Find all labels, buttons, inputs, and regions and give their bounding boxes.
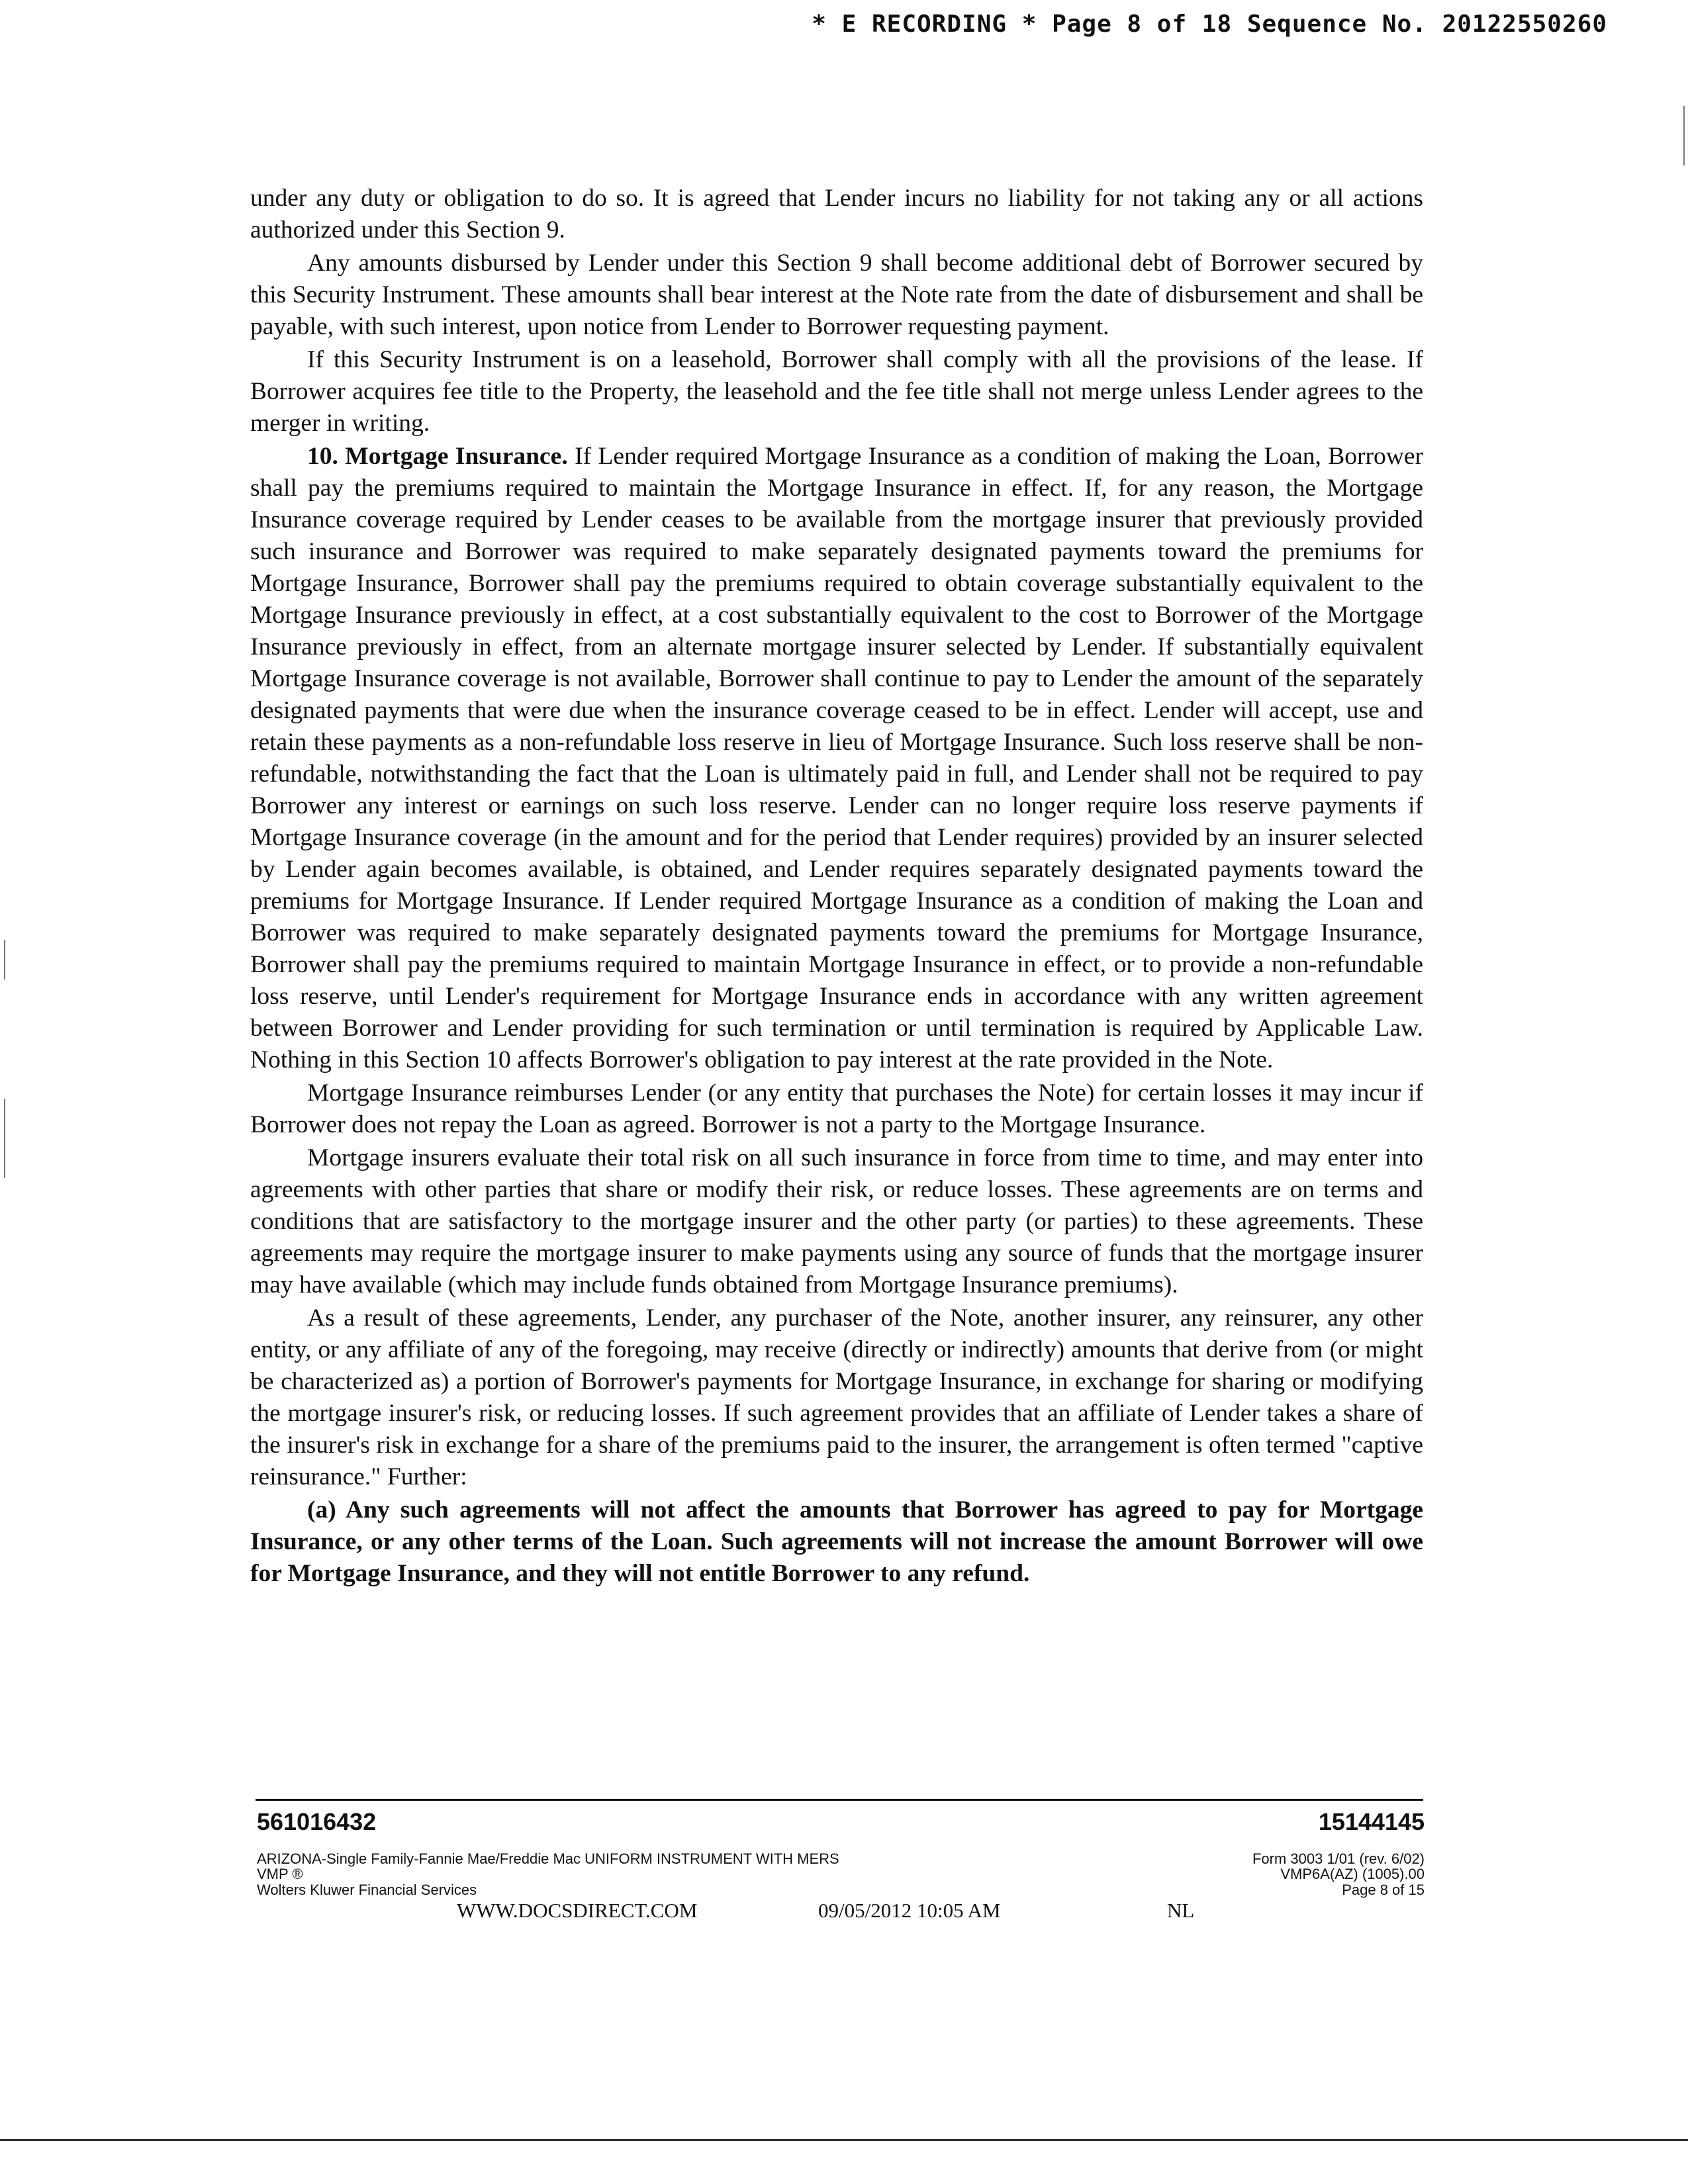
section-10-heading: 10. Mortgage Insurance. — [307, 443, 568, 470]
paragraph-agreements-result: As a result of these agreements, Lender, any purchaser of the Note, another insurer, any reinsurer, any other entity, or any affiliate of any of the foregoing, may receive (directly or indirectly) amounts that derive from (or might be characterized as) a portion of Borrower's payments for Mortgage Insurance, in exchange for sharing or modifying the mortgage insurer's risk, or reducing losses. If such agreement provides that an affiliate of Lender takes a share of the insurer's risk in exchange for a share of the premiums paid to the insurer, the arrangement is often termed "captive reinsurance." Further: — [250, 1304, 1423, 1490]
scan-mark-left-2 — [4, 1099, 5, 1152]
footer-divider — [256, 1799, 1423, 1801]
publisher: Wolters Kluwer Financial Services — [257, 1882, 477, 1898]
paragraph-mi-insurers: Mortgage insurers evaluate their total risk on all such insurance in force from time to time, and may enter into agreements with other parties that share or modify their risk, or reduce losses. These agreements are on terms and conditions that are satisfactory to the mortgage insurer and the other party (or parties) to these agreements. These agreements may require the mortgage insurer to make payments using any source of funds that the mortgage insurer may have available (which may include funds obtained from Mortgage Insurance premiums). — [250, 1144, 1423, 1298]
loan-number: 561016432 — [257, 1808, 377, 1835]
paragraph-leasehold: If this Security Instrument is on a leasehold, Borrower shall comply with all the provisions of the lease. If Borrower acquires fee title to the Property, the leasehold and the fee title shall not merge unless Lender agrees to the merger in writing. — [250, 346, 1423, 437]
scan-mark-right-1 — [1683, 106, 1685, 165]
bottom-edge-line — [0, 2139, 1688, 2141]
print-date: 09/05/2012 10:05 AM — [818, 1899, 1001, 1922]
form-id: Form 3003 1/01 (rev. 6/02) — [1252, 1850, 1425, 1867]
paragraph-section9-continuation: under any duty or obligation to do so. It is agreed that Lender incurs no liability for not taking any or all actions authorized under this Section 9. — [250, 185, 1423, 244]
scan-mark-left-1 — [4, 940, 5, 979]
paragraph-disbursed-amounts: Any amounts disbursed by Lender under this Section 9 shall become additional debt of Borrower secured by this Security Instrument. These amounts shall bear interest at the Note rate from the date of disbursement and shall be payable, with such interest, upon notice from Lender to Borrower requesting payment. — [250, 250, 1423, 340]
order-number: 15144145 — [1318, 1808, 1425, 1835]
vmp-code: VMP6A(AZ) (1005).00 — [1280, 1866, 1425, 1882]
recording-header: * E RECORDING * Page 8 of 18 Sequence No. 20122550260 — [812, 11, 1607, 38]
vmp-mark: VMP ® — [257, 1866, 303, 1882]
initials: NL — [1167, 1899, 1195, 1922]
page-number: Page 8 of 15 — [1342, 1882, 1425, 1898]
paragraph-mi-reimburses: Mortgage Insurance reimburses Lender (or any entity that purchases the Note) for certain losses it may incur if Borrower does not repay the Loan as agreed. Borrower is not a party to the Mortgage Insurance. — [250, 1079, 1423, 1138]
scan-mark-left-3 — [4, 1152, 5, 1178]
website: WWW.DOCSDIRECT.COM — [457, 1899, 698, 1922]
paragraph-section10-mortgage-insurance — [250, 441, 1423, 1076]
section-10-text: If Lender required Mortgage Insurance as a condition of making the Loan, Borrower shall pay the premiums required to maintain the Mortgage Insurance in effect. If, for any reason, the Mortgage Insurance coverage required by Lender ceases to be available from the mortgage insurer that previously provided such insurance and Borrower was required to make separately designated payments toward the premiums for Mortgage Insurance, Borrower shall pay the premiums required to obtain coverage substantially equivalent to the Mortgage Insurance previously in effect, at a cost substantially equivalent to the cost to Borrower of the Mortgage Insurance previously in effect, from an alternate mortgage insurer selected by Lender. If substantially equivalent Mortgage Insurance coverage is not available, Borrower shall continue to pay to Lender the amount of the separately designated payments that were due when the insurance coverage ceased to be in effect. Lender will accept, use and retain these payments as a non-refundable loss reserve in lieu of Mortgage Insurance. Such loss reserve shall be non-refundable, notwithstanding the fact that the Loan is ultimately paid in full, and Lender shall not be required to pay Borrower any interest or earnings on such loss reserve. Lender can no longer require loss reserve payments if Mortgage Insurance coverage (in the amount and for the period that Lender requires) provided by an insurer selected by Lender again becomes available, is obtained, and Lender requires separately designated payments toward the premiums for Mortgage Insurance. If Lender required Mortgage Insurance as a condition of making the Loan and Borrower was required to make separately designated payments toward the premiums for Mortgage Insurance, Borrower shall pay the premiums required to maintain Mortgage Insurance in effect, or to provide a non-refundable loss reserve, until Lender's requirement for Mortgage Insurance ends in accordance with any written agreement between Borrower and Lender providing for such termination or until termination is required by Applicable Law. Nothing in this Section 10 affects Borrower's obligation to pay interest at the rate provided in the Note. — [250, 443, 1423, 1073]
paragraph-clause-a: (a) Any such agreements will not affect the amounts that Borrower has agreed to pay for Mortgage Insurance, or any other terms of the Loan. Such agreements will not increase the amount Borrower will owe for Mortgage Insurance, and they will not entitle Borrower to any refund. — [250, 1496, 1423, 1587]
document-body — [250, 183, 1423, 1590]
form-title: ARIZONA-Single Family-Fannie Mae/Freddie Mac UNIFORM INSTRUMENT WITH MERS — [257, 1850, 839, 1867]
